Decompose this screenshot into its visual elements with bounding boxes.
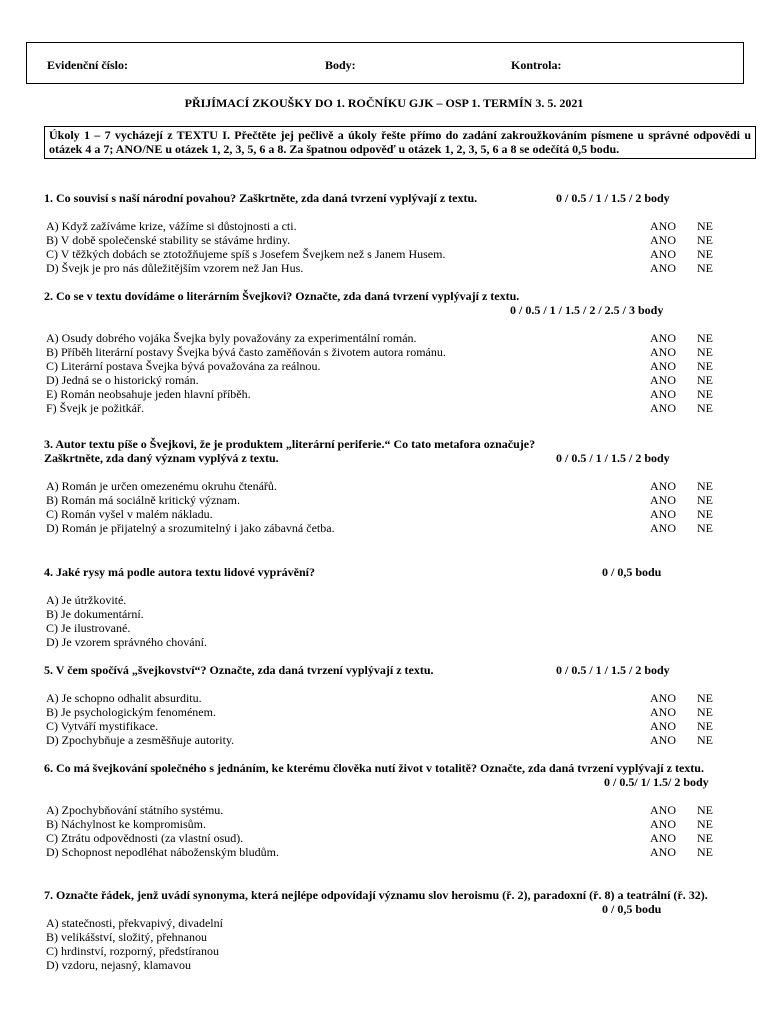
yes-choice[interactable]: ANO (650, 401, 676, 415)
yes-choice[interactable]: ANO (650, 345, 676, 359)
list-item (46, 733, 736, 747)
question-4-options (46, 593, 736, 649)
no-choice[interactable]: NE (697, 817, 713, 831)
list-item (46, 345, 736, 359)
option-text: A) Když zažíváme krize, vážíme si důstojnosti a cti. (46, 219, 297, 233)
question-5: 5. V čem spočívá „švejkovství“? Označte, zda daná tvrzení vyplývají z textu. (44, 663, 434, 677)
no-choice[interactable]: NE (697, 507, 713, 521)
question-7-options (46, 916, 736, 972)
list-item[interactable] (46, 930, 736, 944)
list-item (46, 493, 736, 507)
list-item (46, 479, 736, 493)
list-item (46, 831, 736, 845)
option-text: C) Literární postava Švejka bývá považována za reálnou. (46, 359, 321, 373)
no-choice[interactable]: NE (697, 387, 713, 401)
list-item (46, 803, 736, 817)
yes-choice[interactable]: ANO (650, 387, 676, 401)
option-text: B) Román má sociálně kritický význam. (46, 493, 240, 507)
no-choice[interactable]: NE (697, 345, 713, 359)
no-choice[interactable]: NE (697, 233, 713, 247)
list-item (46, 261, 736, 275)
no-choice[interactable]: NE (697, 331, 713, 345)
no-choice[interactable]: NE (697, 247, 713, 261)
question-6: 6. Co má švejkování společného s jednáním, ke kterému člověka nutí život v totalitě? Označte, zda daná tvrzení vyplývají z textu. (44, 761, 704, 775)
list-item (46, 845, 736, 859)
list-item[interactable] (46, 916, 736, 930)
question-7: 7. Označte řádek, jenž uvádí synonyma, která nejlépe odpovídají významu slov heroismu (ř. 2), paradoxní (ř. 8) a teatrální (ř. 32). (44, 888, 708, 902)
option-text: B) Je psychologickým fenoménem. (46, 705, 216, 719)
option-text: B) V době společenské stability se stáváme hrdiny. (46, 233, 291, 247)
no-choice[interactable]: NE (697, 493, 713, 507)
yes-choice[interactable]: ANO (650, 359, 676, 373)
option-text: A) Osudy dobrého vojáka Švejka byly považovány za experimentální román. (46, 331, 417, 345)
option-text: B) Příběh literární postavy Švejka bývá často zaměňován s životem autora románu. (46, 345, 446, 359)
no-choice[interactable]: NE (697, 831, 713, 845)
evidence-number-label: Evidenční číslo: (47, 58, 129, 72)
list-item (46, 219, 736, 233)
yes-choice[interactable]: ANO (650, 373, 676, 387)
list-item[interactable] (46, 607, 736, 621)
list-item[interactable] (46, 944, 736, 958)
yes-choice[interactable]: ANO (650, 705, 676, 719)
option-text: C) Vytváří mystifikace. (46, 719, 159, 733)
option-text: A) Je schopno odhalit absurditu. (46, 691, 202, 705)
option-text: A) Román je určen omezenému okruhu čtenářů. (46, 479, 277, 493)
yes-choice[interactable]: ANO (650, 691, 676, 705)
question-4: 4. Jaké rysy má podle autora textu lidové vyprávění? (44, 565, 315, 579)
question-1-options (46, 219, 736, 275)
option-text: D) Je vzorem správného chování. (46, 635, 207, 649)
yes-choice[interactable]: ANO (650, 845, 676, 859)
question-3: 3. Autor textu píše o Švejkovi, že je produktem „literární periferie.“ Co tato metafora označuje? (44, 437, 536, 451)
points-label: Body: (325, 58, 356, 72)
question-6-points: 0 / 0.5/ 1/ 1.5/ 2 body (604, 775, 709, 789)
yes-choice[interactable]: ANO (650, 219, 676, 233)
control-label: Kontrola: (511, 58, 562, 72)
list-item (46, 719, 736, 733)
list-item (46, 387, 736, 401)
question-5-points: 0 / 0.5 / 1 / 1.5 / 2 body (556, 663, 670, 677)
no-choice[interactable]: NE (697, 373, 713, 387)
option-text: C) Je ilustrované. (46, 621, 131, 635)
question-3-points: 0 / 0.5 / 1 / 1.5 / 2 body (556, 451, 670, 465)
list-item (46, 359, 736, 373)
question-7-points: 0 / 0,5 bodu (602, 902, 662, 916)
option-text: D) vzdoru, nejasný, klamavou (46, 958, 191, 972)
option-text: D) Román je přijatelný a srozumitelný i jako zábavná četba. (46, 521, 335, 535)
list-item (46, 691, 736, 705)
list-item (46, 247, 736, 261)
option-text: D) Schopnost nepodléhat náboženským bludům. (46, 845, 279, 859)
option-text: A) Je útržkovité. (46, 593, 127, 607)
option-text: D) Jedná se o historický román. (46, 373, 199, 387)
no-choice[interactable]: NE (697, 401, 713, 415)
list-item (46, 817, 736, 831)
question-2: 2. Co se v textu dovídáme o literárním Švejkovi? Označte, zda daná tvrzení vyplývají z textu. (44, 289, 520, 303)
list-item[interactable] (46, 593, 736, 607)
option-text: C) Ztrátu odpovědnosti (za vlastní osud). (46, 831, 244, 845)
option-text: F) Švejk je požitkář. (46, 401, 144, 415)
no-choice[interactable]: NE (697, 691, 713, 705)
no-choice[interactable]: NE (697, 261, 713, 275)
page-title: PŘIJÍMACÍ ZKOUŠKY DO 1. ROČNÍKU GJK – OSP 1. TERMÍN 3. 5. 2021 (184, 96, 584, 110)
option-text: D) Zpochybňuje a zesměšňuje autority. (46, 733, 235, 747)
question-6-options (46, 803, 736, 859)
option-text: A) Zpochybňování státního systému. (46, 803, 224, 817)
option-text: B) Je dokumentární. (46, 607, 144, 621)
yes-choice[interactable]: ANO (650, 719, 676, 733)
yes-choice[interactable]: ANO (650, 831, 676, 845)
list-item (46, 705, 736, 719)
option-text: C) V těžkých dobách se ztotožňujeme spíš s Josefem Švejkem než s Janem Husem. (46, 247, 446, 261)
no-choice[interactable]: NE (697, 359, 713, 373)
option-text: B) velikášství, složitý, přehnanou (46, 930, 207, 944)
no-choice[interactable]: NE (697, 803, 713, 817)
instructions-box: Úkoly 1 – 7 vycházejí z TEXTU I. Přečtěte jej pečlivě a úkoly řešte přímo do zadání zakroužkováním písmene u správné odpovědi u otázek 4 a 7; ANO/NE u otázek 1, 2, 3, 5, 6 a 8. Za špatnou odpověď u otázek 1, 2, 3, 5, 6 a 8 se odečítá 0,5 bodu. (44, 126, 756, 159)
list-item (46, 521, 736, 535)
list-item (46, 401, 736, 415)
question-3-instruction: Zaškrtněte, zda daný význam vyplývá z textu. (44, 451, 279, 465)
list-item (46, 233, 736, 247)
yes-choice[interactable]: ANO (650, 507, 676, 521)
list-item (46, 331, 736, 345)
list-item[interactable] (46, 621, 736, 635)
option-text: C) Román vyšel v malém nákladu. (46, 507, 213, 521)
list-item[interactable] (46, 958, 736, 972)
no-choice[interactable]: NE (697, 219, 713, 233)
question-4-points: 0 / 0,5 bodu (602, 565, 662, 579)
yes-choice[interactable]: ANO (650, 803, 676, 817)
question-2-points: 0 / 0.5 / 1 / 1.5 / 2 / 2.5 / 3 body (510, 303, 664, 317)
question-5-options (46, 691, 736, 747)
no-choice[interactable]: NE (697, 479, 713, 493)
yes-choice[interactable]: ANO (650, 261, 676, 275)
list-item (46, 373, 736, 387)
option-text: B) Náchylnost ke kompromisům. (46, 817, 206, 831)
question-1: 1. Co souvisí s naší národní povahou? Zaškrtněte, zda daná tvrzení vyplývají z textu. (44, 191, 478, 205)
no-choice[interactable]: NE (697, 733, 713, 747)
no-choice[interactable]: NE (697, 719, 713, 733)
yes-choice[interactable]: ANO (650, 479, 676, 493)
yes-choice[interactable]: ANO (650, 233, 676, 247)
no-choice[interactable]: NE (697, 705, 713, 719)
question-3-options (46, 479, 736, 535)
option-text: E) Román neobsahuje jeden hlavní příběh. (46, 387, 251, 401)
list-item[interactable] (46, 635, 736, 649)
question-1-points: 0 / 0.5 / 1 / 1.5 / 2 body (556, 191, 670, 205)
no-choice[interactable]: NE (697, 521, 713, 535)
option-text: A) statečnosti, překvapivý, divadelní (46, 916, 223, 930)
yes-choice[interactable]: ANO (650, 247, 676, 261)
no-choice[interactable]: NE (697, 845, 713, 859)
option-text: C) hrdinství, rozporný, předstíranou (46, 944, 219, 958)
yes-choice[interactable]: ANO (650, 493, 676, 507)
option-text: D) Švejk je pro nás důležitějším vzorem než Jan Hus. (46, 261, 304, 275)
yes-choice[interactable]: ANO (650, 521, 676, 535)
list-item (46, 507, 736, 521)
yes-choice[interactable]: ANO (650, 733, 676, 747)
question-2-options (46, 331, 736, 415)
header-box (26, 42, 744, 84)
yes-choice[interactable]: ANO (650, 331, 676, 345)
yes-choice[interactable]: ANO (650, 817, 676, 831)
